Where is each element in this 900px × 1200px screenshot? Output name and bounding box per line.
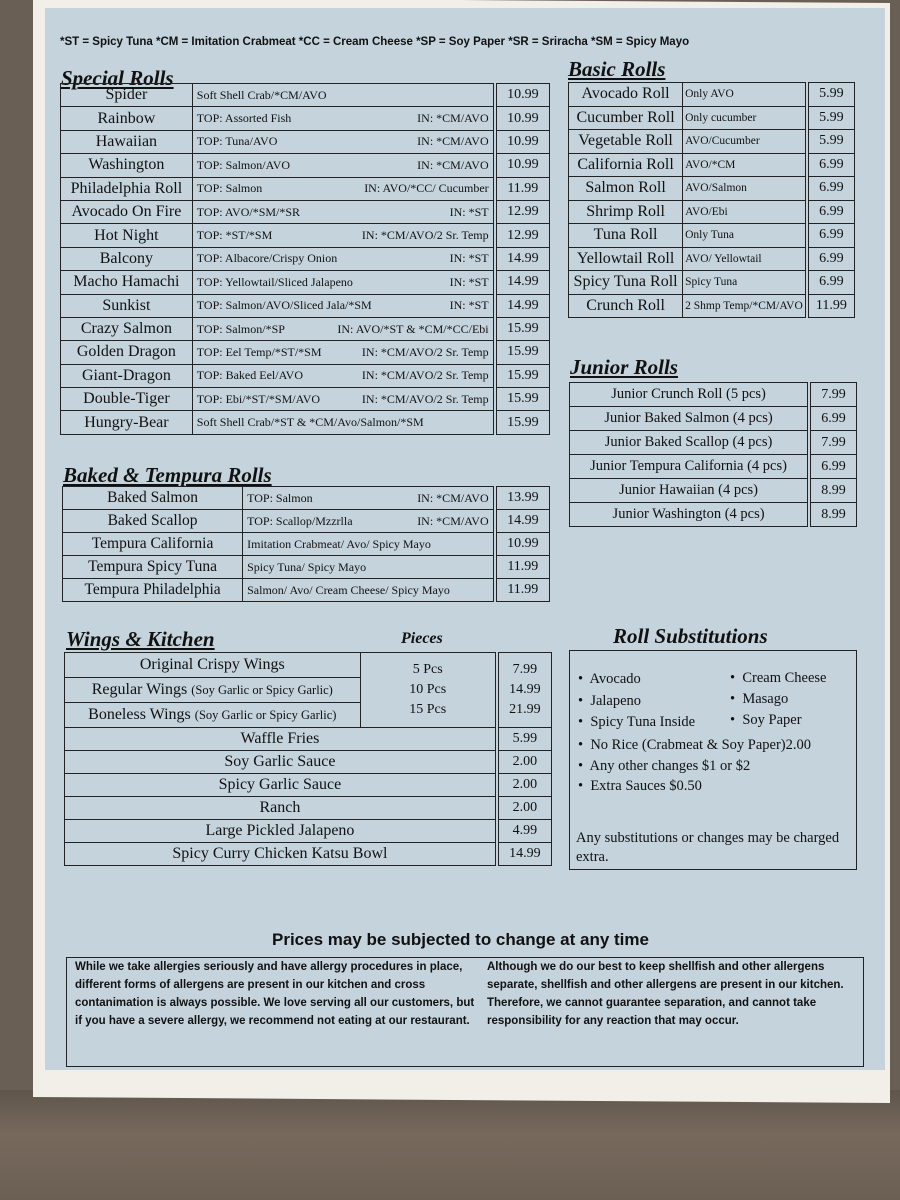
roll-description: AVO/Salmon [683,177,807,201]
roll-description: Spicy Tuna [683,271,807,295]
wing-note: (Soy Garlic or Spicy Garlic) [194,708,337,722]
roll-inside: IN: *CM/AVO [417,513,489,528]
roll-description [192,247,494,270]
sub-left-0: • Avocado [578,671,641,687]
roll-name: Balcony [61,247,193,270]
roll-top: Imitation Crabmeat/ Avo/ Spicy Mayo [247,536,431,551]
roll-name: Tuna Roll [569,224,683,248]
roll-price: 6.99 [807,200,855,224]
roll-name: Sunkist [61,294,193,317]
table-row [569,153,855,177]
table-row [61,317,550,340]
roll-description: Only cucumber [683,106,807,130]
junior-rolls-table [569,382,857,527]
roll-name: Junior Baked Scallop (4 pcs) [570,431,810,455]
roll-name: Hungry-Bear [61,411,193,434]
table-row [65,820,552,843]
table-row [61,107,550,130]
kitchen-item-price: 5.99 [497,728,552,751]
roll-inside: IN: *CM/AVO/2 Sr. Temp [361,391,489,406]
roll-name: Crunch Roll [569,294,683,318]
roll-top: Soft Shell Crab/*ST & *CM/Avo/Salmon/*SM [196,415,424,430]
table-row [63,510,550,533]
kitchen-item-name: Ranch [65,797,497,820]
roll-top: TOP: AVO/*SM/*SR [196,204,301,219]
roll-name: Shrimp Roll [569,200,683,224]
table-row [570,503,857,527]
roll-price: 6.99 [809,455,856,479]
roll-price: 8.99 [809,503,856,527]
roll-top: TOP: Albacore/Crispy Onion [196,251,338,266]
kitchen-item-name: Spicy Curry Chicken Katsu Bowl [65,843,497,866]
roll-price: 10.99 [495,107,550,130]
sub-left-2: • Spicy Tuna Inside [578,714,696,730]
roll-top: TOP: Ebi/*ST/*SM/AVO [196,391,321,406]
roll-inside: IN: *ST [449,204,489,219]
roll-inside: IN: *ST [449,298,489,313]
roll-inside: IN: *CM/AVO/2 Sr. Temp [361,344,489,359]
kitchen-item-name: Spicy Garlic Sauce [65,774,497,797]
roll-description [243,510,495,533]
roll-description [192,294,494,317]
table-row [569,177,855,201]
basic-rolls-title: Basic Rolls [568,57,666,81]
roll-description [192,317,494,340]
table-row [570,383,857,407]
roll-name: Junior Baked Salmon (4 pcs) [570,407,810,431]
table-row [61,411,550,434]
allergy-right-text: Although we do our best to keep shellfish and other allergens separate, shellfish and other allergens are present in our kitchen. Therefore, we cannot guarantee separation, and cannot take responsibility for any reaction that may occur. [487,961,844,1027]
sub-right-1: • Masago [730,691,789,707]
roll-name: Spider [61,84,193,107]
roll-price: 11.99 [495,177,550,200]
roll-price: 11.99 [495,579,550,602]
wing-name [65,678,361,703]
roll-name: Avocado Roll [569,83,683,107]
roll-name: Tempura Philadelphia [63,579,243,602]
wing-label: Original Crispy Wings [139,656,285,673]
roll-description [243,487,495,510]
table-row [65,653,552,678]
roll-name: Tempura California [63,533,243,556]
table-row [61,200,550,223]
roll-top: Soft Shell Crab/*CM/AVO [196,87,327,102]
table-row [63,487,550,510]
roll-description [192,271,494,294]
roll-description [192,388,494,411]
roll-description [192,107,494,130]
table-row [61,294,550,317]
roll-name: Yellowtail Roll [569,247,683,271]
roll-inside: IN: *CM/AVO [417,134,489,149]
roll-description [192,364,494,387]
wing-name [65,653,361,678]
roll-name: Junior Washington (4 pcs) [570,503,810,527]
roll-description: AVO/ Yellowtail [683,247,807,271]
roll-description: 2 Shmp Temp/*CM/AVO [683,294,807,318]
baked-tempura-title: Baked & Tempura Rolls [63,463,272,487]
roll-description: AVO/*CM [683,153,807,177]
kitchen-item-price: 14.99 [497,843,552,866]
roll-description [192,154,494,177]
wing-price: 21.99 [509,702,541,717]
roll-name: Golden Dragon [61,341,193,364]
wing-price: 14.99 [509,682,541,697]
roll-description [192,130,494,153]
roll-name: Giant-Dragon [61,364,193,387]
kitchen-item-name: Soy Garlic Sauce [65,751,497,774]
roll-top: TOP: Assorted Fish [196,111,292,126]
roll-price: 6.99 [807,224,855,248]
roll-price: 5.99 [807,130,855,154]
roll-price: 6.99 [807,153,855,177]
roll-name: Avocado On Fire [61,200,193,223]
table-row [61,177,550,200]
roll-price: 5.99 [807,106,855,130]
roll-top: TOP: Eel Temp/*ST/*SM [196,344,322,359]
kitchen-item-price: 2.00 [497,751,552,774]
roll-top: Salmon/ Avo/ Cream Cheese/ Spicy Mayo [247,582,450,597]
roll-description: AVO/Cucumber [683,130,807,154]
sub-left-1: • Jalapeno [578,693,642,709]
wing-price: 7.99 [512,662,538,677]
roll-top: TOP: Yellowtail/Sliced Jalapeno [196,274,353,289]
table-row [63,579,550,602]
roll-description [192,411,494,434]
roll-price: 14.99 [495,271,550,294]
roll-inside: IN: *ST [449,274,489,289]
roll-price: 5.99 [807,83,855,107]
roll-price: 15.99 [495,317,550,340]
table-row [569,83,855,107]
roll-inside: IN: AVO/*CC/ Cucumber [364,181,489,196]
roll-description: Only AVO [683,83,807,107]
roll-name: Philadelphia Roll [61,177,193,200]
roll-price: 15.99 [495,388,550,411]
wing-prices [497,653,552,728]
roll-name: Washington [61,154,193,177]
roll-price: 10.99 [495,154,550,177]
table-row [65,797,552,820]
kitchen-item-name: Large Pickled Jalapeno [65,820,497,843]
roll-inside: IN: AVO/*ST & *CM/*CC/Ebi [337,321,489,336]
roll-top: TOP: Baked Eel/AVO [196,368,304,383]
roll-price: 10.99 [495,533,550,556]
roll-price: 15.99 [495,411,550,434]
roll-name: Baked Salmon [63,487,243,510]
pieces-option: 10 Pcs [409,682,447,697]
sub-extra-2: • Extra Sauces $0.50 [578,778,702,794]
special-rolls-title: Special Rolls [61,66,174,90]
wings-kitchen-title: Wings & Kitchen [66,627,215,651]
roll-price: 12.99 [495,200,550,223]
roll-description [243,579,495,602]
roll-price: 13.99 [495,487,550,510]
roll-inside: IN: *ST [449,251,489,266]
sub-right-2: • Soy Paper [730,712,802,728]
roll-price: 14.99 [495,294,550,317]
roll-name: Spicy Tuna Roll [569,271,683,295]
roll-price: 6.99 [807,271,855,295]
table-row [569,271,855,295]
roll-name: Crazy Salmon [61,317,193,340]
sub-right-0: • Cream Cheese [730,670,827,686]
roll-price: 6.99 [807,177,855,201]
roll-description [243,556,495,579]
roll-price: 14.99 [495,510,550,533]
roll-top: TOP: Salmon/AVO [196,157,291,172]
table-row [570,407,857,431]
roll-top: TOP: Scallop/Mzzrlla [247,513,353,528]
sub-extra-1: • Any other changes $1 or $2 [578,758,751,774]
price-notice: Prices may be subjected to change at any time [272,930,649,949]
kitchen-item-name: Waffle Fries [65,728,497,751]
roll-inside: IN: *CM/AVO [417,111,489,126]
table-row [61,224,550,247]
roll-price: 10.99 [495,84,550,107]
roll-name: Junior Hawaiian (4 pcs) [570,479,810,503]
roll-top: TOP: Salmon/AVO/Sliced Jala/*SM [196,298,372,313]
kitchen-item-price: 4.99 [497,820,552,843]
roll-name: Rainbow [61,107,193,130]
roll-price: 10.99 [495,130,550,153]
roll-name: Hawaiian [61,130,193,153]
table-row [569,294,855,318]
table-row [569,106,855,130]
roll-price: 11.99 [495,556,550,579]
table-row [569,130,855,154]
kitchen-item-price: 2.00 [497,774,552,797]
roll-name: Tempura Spicy Tuna [63,556,243,579]
roll-name: California Roll [569,153,683,177]
roll-name: Macho Hamachi [61,271,193,294]
roll-inside: IN: *CM/AVO [417,490,489,505]
wing-label: Regular Wings [91,681,188,698]
wing-name [65,703,361,728]
roll-top: TOP: Salmon/*SP [196,321,285,336]
pieces-label: Pieces [401,630,443,647]
table-row [65,728,552,751]
roll-price: 6.99 [807,247,855,271]
pieces-option: 15 Pcs [409,702,447,717]
roll-top: TOP: *ST/*SM [196,228,273,243]
special-rolls-table [60,83,550,435]
roll-price: 11.99 [807,294,855,318]
wing-pieces [360,653,497,728]
allergy-left-text: While we take allergies seriously and have allergy procedures in place, different forms of allergens are present in our kitchen and cross contanimation is always possible. We love serving all our customers, but if you have a severe allergy, we recommend not eating at our restaurant. [75,961,475,1027]
table-row [570,479,857,503]
roll-price: 8.99 [809,479,856,503]
roll-name: Junior Crunch Roll (5 pcs) [570,383,810,407]
table-row [61,341,550,364]
table-row [61,388,550,411]
table-row [570,431,857,455]
table-row [61,84,550,107]
roll-price: 7.99 [809,431,856,455]
table-row [65,751,552,774]
substitutions-box [569,650,857,870]
roll-top: TOP: Tuna/AVO [196,134,278,149]
table-row [569,224,855,248]
roll-name: Vegetable Roll [569,130,683,154]
roll-name: Double-Tiger [61,388,193,411]
roll-name: Hot Night [61,224,193,247]
roll-inside: IN: *CM/AVO/2 Sr. Temp [361,228,489,243]
abbreviations-line: *ST = Spicy Tuna *CM = Imitation Crabmeat *CC = Cream Cheese *SP = Soy Paper *SR = Sriracha *SM = Spicy Mayo [60,36,690,48]
roll-price: 6.99 [809,407,856,431]
roll-price: 7.99 [809,383,856,407]
wing-label: Boneless Wings [88,706,191,723]
roll-price: 14.99 [495,247,550,270]
roll-price: 12.99 [495,224,550,247]
roll-price: 15.99 [495,341,550,364]
junior-rolls-title: Junior Rolls [570,355,678,379]
roll-inside: IN: *CM/AVO/2 Sr. Temp [361,368,489,383]
roll-description [243,533,495,556]
table-row [61,364,550,387]
table-row [63,556,550,579]
roll-top: TOP: Salmon [247,490,313,505]
pieces-option: 5 Pcs [412,662,443,677]
roll-description: AVO/Ebi [683,200,807,224]
roll-top: Spicy Tuna/ Spicy Mayo [247,559,367,574]
roll-description [192,341,494,364]
table-row [61,247,550,270]
table-row [569,247,855,271]
wings-kitchen-table [64,652,552,866]
roll-name: Junior Tempura California (4 pcs) [570,455,810,479]
basic-rolls-table [568,82,855,318]
roll-inside: IN: *CM/AVO [417,157,489,172]
table-row [63,533,550,556]
roll-description [192,200,494,223]
sub-extra-0: • No Rice (Crabmeat & Soy Paper)2.00 [578,737,811,753]
roll-substitutions-title: Roll Substitutions [613,624,768,648]
roll-price: 15.99 [495,364,550,387]
roll-description [192,177,494,200]
table-row [61,154,550,177]
baked-tempura-table [62,486,550,602]
kitchen-item-price: 2.00 [497,797,552,820]
table-row [65,843,552,866]
allergy-box [66,957,864,1067]
table-row [65,774,552,797]
roll-description [192,84,494,107]
table-surface [0,1090,900,1200]
substitutions-note: Any substitutions or changes may be charged extra. [576,830,840,865]
table-row [61,271,550,294]
roll-name: Salmon Roll [569,177,683,201]
table-row [61,130,550,153]
roll-name: Cucumber Roll [569,106,683,130]
roll-description: Only Tuna [683,224,807,248]
table-row [570,455,857,479]
roll-description [192,224,494,247]
wing-note: (Soy Garlic or Spicy Garlic) [191,683,333,697]
table-row [569,200,855,224]
roll-name: Baked Scallop [63,510,243,533]
roll-top: TOP: Salmon [196,181,263,196]
